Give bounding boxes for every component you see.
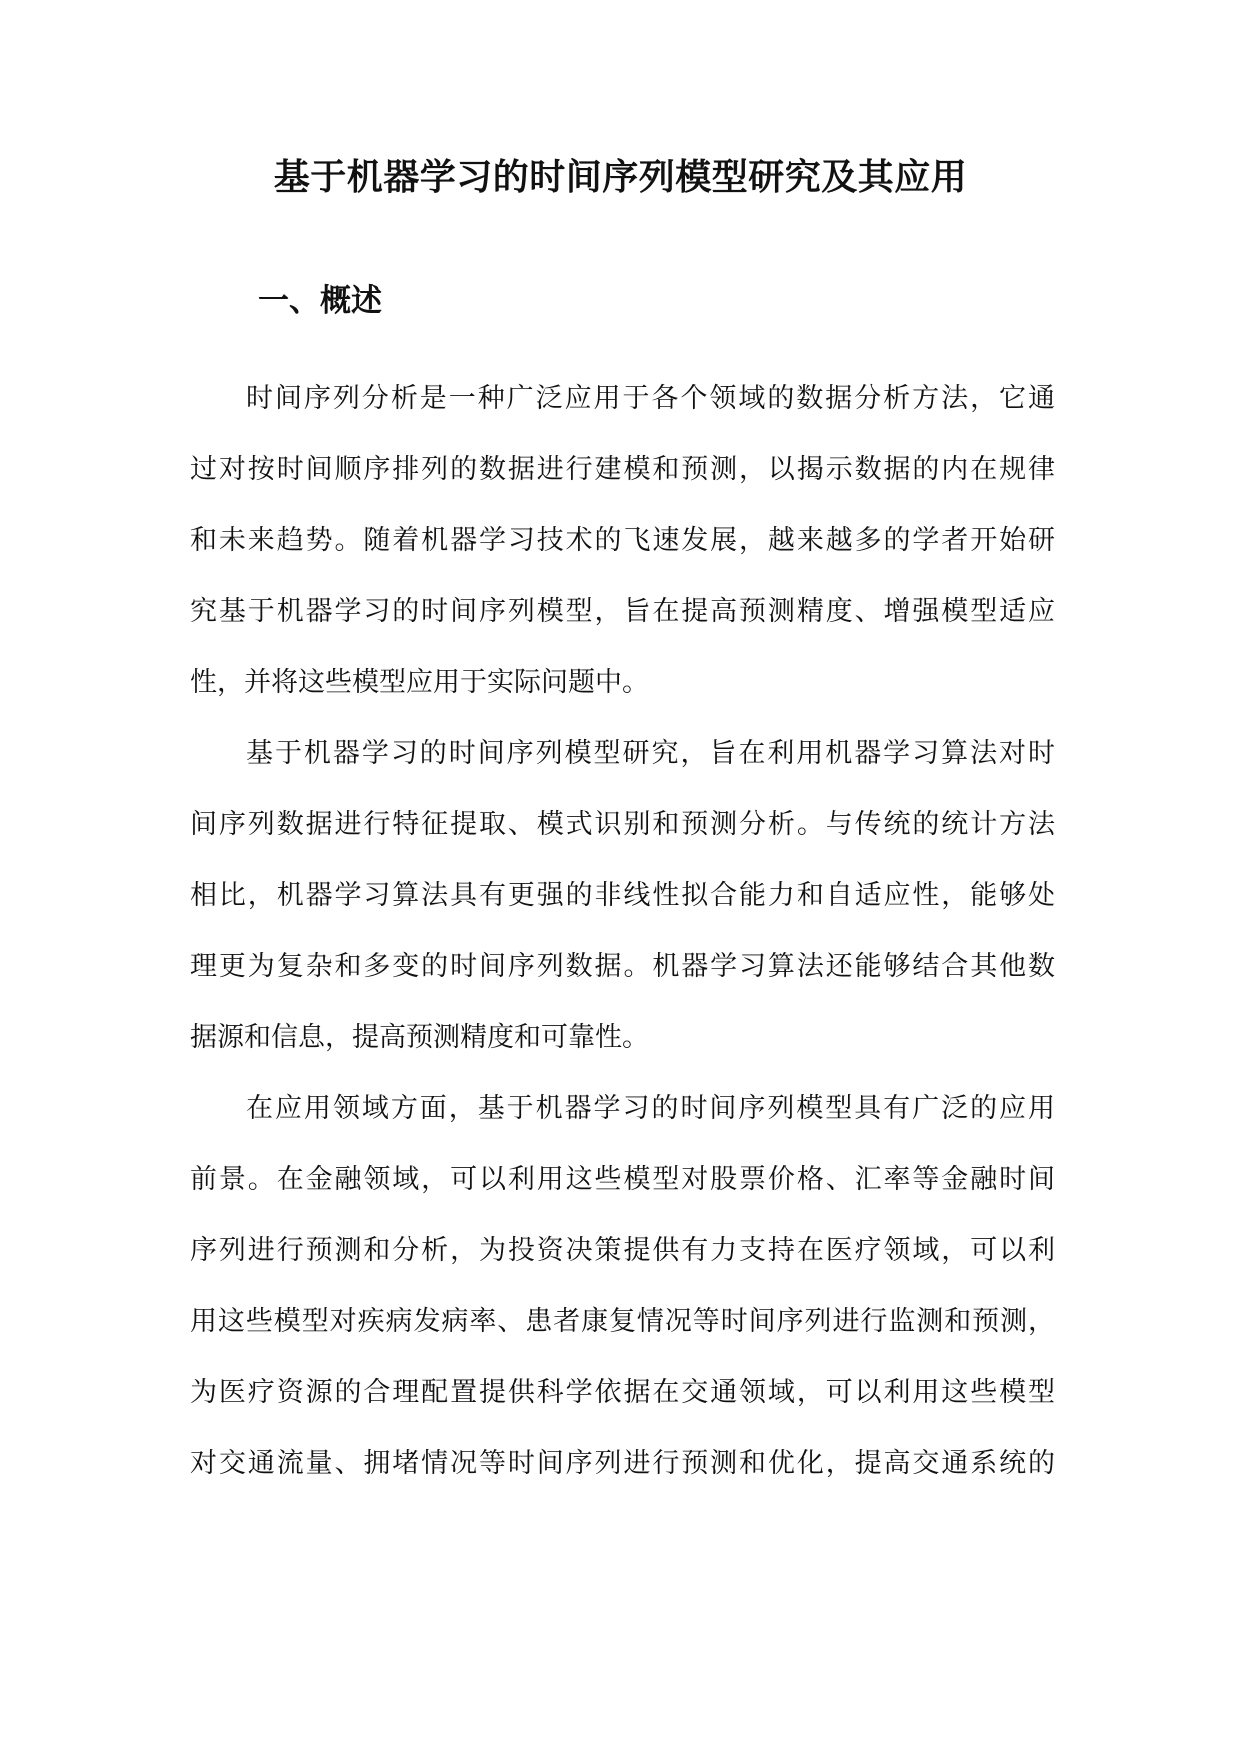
paragraph-3-line-5: 为医疗资源的合理配置提供科学依据在交通领域，可以利用这些模型 <box>190 1377 1055 1408</box>
paragraph-2-line-5: 据源和信息，提高预测精度和可靠性。 <box>190 1022 649 1053</box>
document-body <box>190 363 1055 1499</box>
paragraph-1-line-5: 性，并将这些模型应用于实际问题中。 <box>190 667 649 698</box>
section-heading: 一、概述 <box>258 283 382 319</box>
paragraph-2-line-3: 相比，机器学习算法具有更强的非线性拟合能力和自适应性，能够处 <box>190 880 1055 911</box>
paragraph-3-line-6: 对交通流量、拥堵情况等时间序列进行预测和优化，提高交通系统的 <box>190 1448 1055 1479</box>
paragraph-3-line-4: 用这些模型对疾病发病率、患者康复情况等时间序列进行监测和预测， <box>190 1306 1055 1337</box>
paragraph-3-line-3: 序列进行预测和分析，为投资决策提供有力支持在医疗领域，可以利 <box>190 1235 1055 1266</box>
paragraph-2-line-2: 间序列数据进行特征提取、模式识别和预测分析。与传统的统计方法 <box>190 809 1055 840</box>
document-title: 基于机器学习的时间序列模型研究及其应用 <box>273 156 968 198</box>
paragraph-3-line-1: 在应用领域方面，基于机器学习的时间序列模型具有广泛的应用 <box>246 1093 1055 1124</box>
paragraph-1-line-3: 和未来趋势。随着机器学习技术的飞速发展，越来越多的学者开始研 <box>190 525 1055 556</box>
paragraph-1-line-1: 时间序列分析是一种广泛应用于各个领域的数据分析方法，它通 <box>246 383 1055 414</box>
paragraph-2-line-4: 理更为复杂和多变的时间序列数据。机器学习算法还能够结合其他数 <box>190 951 1055 982</box>
paragraph-1-line-4: 究基于机器学习的时间序列模型，旨在提高预测精度、增强模型适应 <box>190 596 1055 627</box>
paragraph-1-line-2: 过对按时间顺序排列的数据进行建模和预测，以揭示数据的内在规律 <box>190 454 1055 485</box>
paragraph-2-line-1: 基于机器学习的时间序列模型研究，旨在利用机器学习算法对时 <box>246 738 1055 769</box>
paragraph-3-line-2: 前景。在金融领域，可以利用这些模型对股票价格、汇率等金融时间 <box>190 1164 1055 1195</box>
